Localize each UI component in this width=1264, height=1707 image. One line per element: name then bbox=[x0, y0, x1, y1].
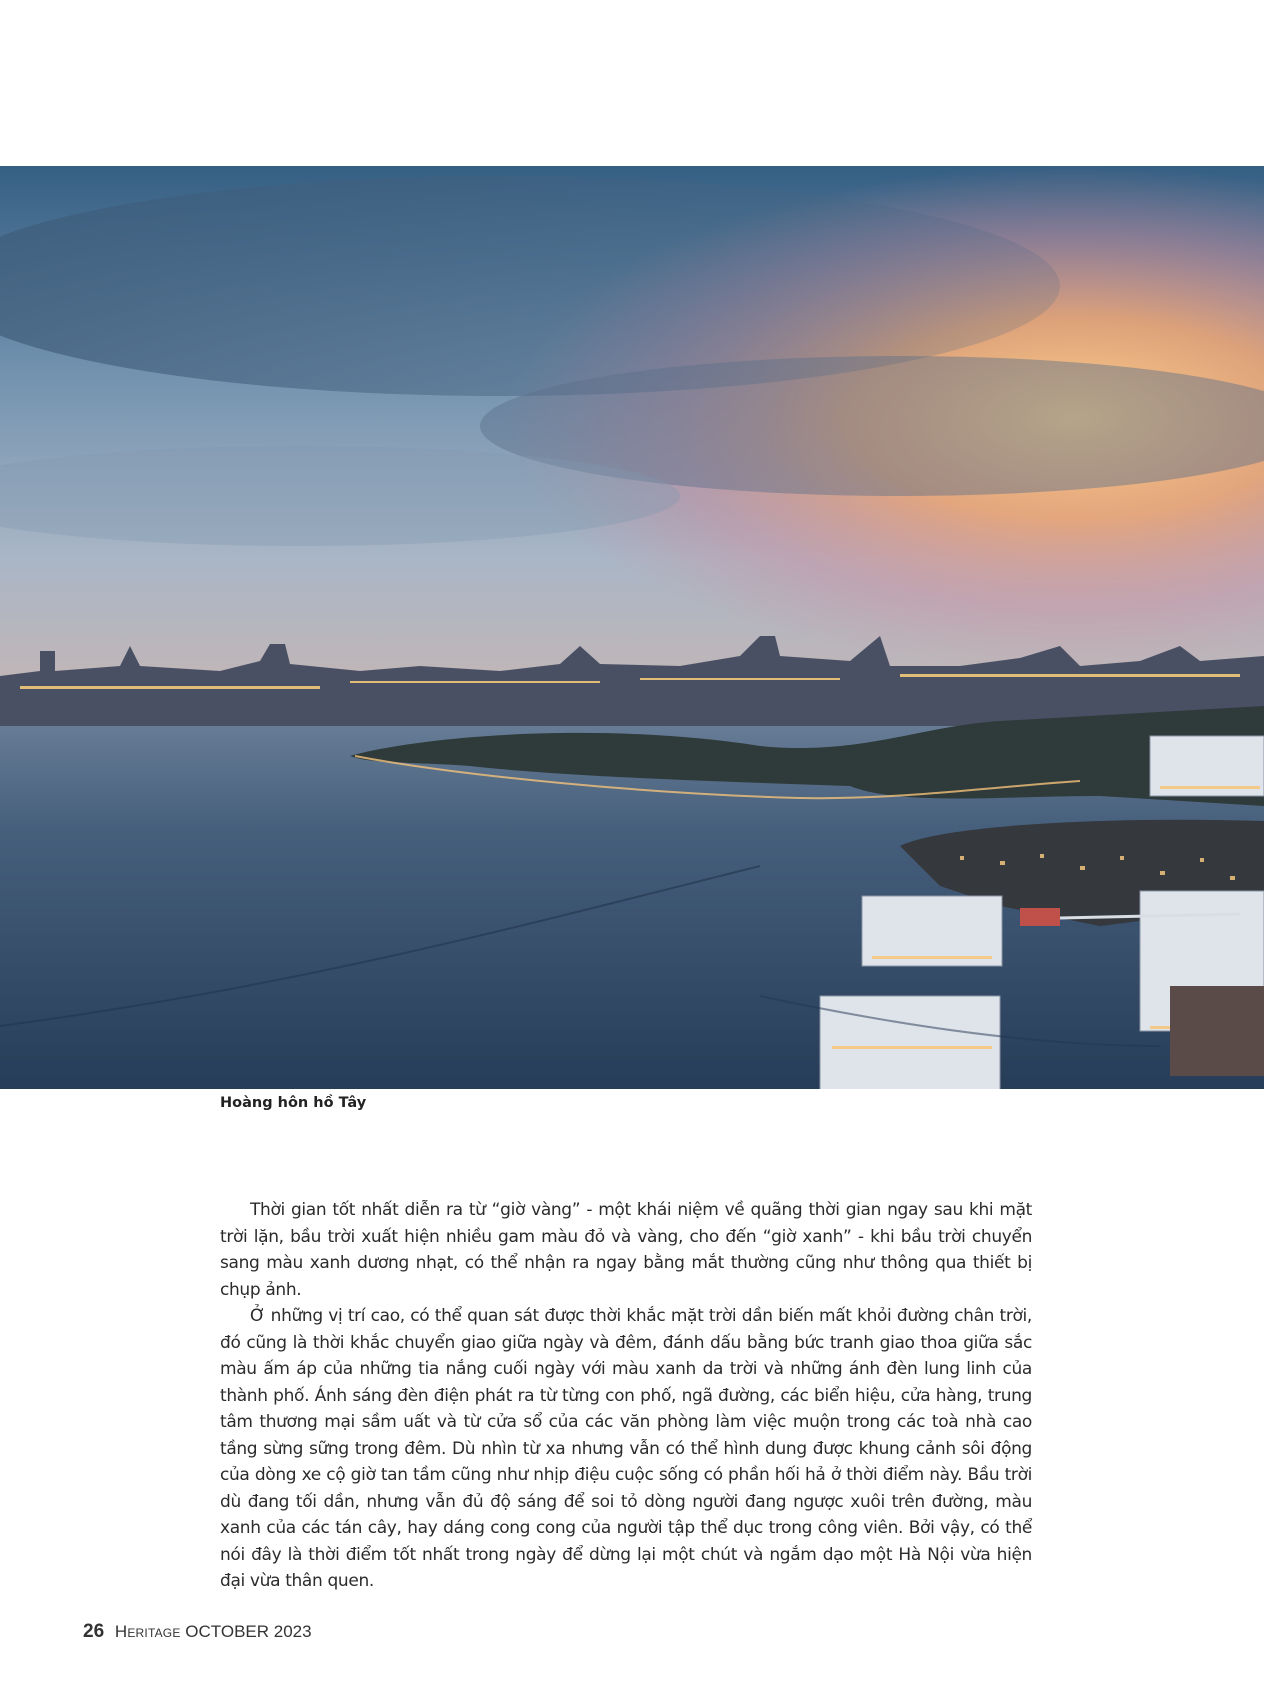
page-footer bbox=[83, 1621, 312, 1643]
issue-date: OCTOBER 2023 bbox=[185, 1622, 312, 1641]
photo-illustration bbox=[0, 166, 1264, 1089]
west-lake-sunset-photo bbox=[0, 166, 1264, 1089]
magazine-name: Heritage bbox=[114, 1622, 181, 1641]
article-body bbox=[220, 1197, 1032, 1595]
article-paragraph: Ở những vị trí cao, có thể quan sát được thời khắc mặt trời dần biến mất khỏi đường chân trời, đó cũng là thời khắc chuyển giao giữa ngày và đêm, đánh dấu bằng bức tranh giao thoa giữa sắc màu ấm áp của những tia nắng cuối ngày với màu xanh da trời và những ánh đèn lung linh của thành phố. Ánh sáng đèn điện phát ra từ từng con phố, ngã đường, các biển hiệu, cửa hàng, trung tâm thương mại sầm uất và từ cửa sổ của các văn phòng làm việc muộn trong các toà nhà cao tầng sừng sững trong đêm. Dù nhìn từ xa nhưng vẫn có thể hình dung được khung cảnh sôi động của dòng xe cộ giờ tan tầm cũng như nhịp điệu cuộc sống có phần hối hả ở thời điểm này. Bầu trời dù đang tối dần, nhưng vẫn đủ độ sáng để soi tỏ dòng người đang ngược xuôi trên đường, màu xanh của các tán cây, hay dáng cong cong của người tập thể dục trong công viên. Bởi vậy, có thể nói đây là thời điểm tốt nhất trong ngày để dừng lại một chút và ngắm dạo một Hà Nội vừa hiện đại vừa thân quen. bbox=[220, 1306, 1032, 1591]
page-number: 26 bbox=[83, 1621, 105, 1642]
article-paragraph: Thời gian tốt nhất diễn ra từ “giờ vàng” - một khái niệm về quãng thời gian ngay sau khi mặt trời lặn, bầu trời xuất hiện nhiều gam màu đỏ và vàng, cho đến “giờ xanh” - khi bầu trời chuyển sang màu xanh dương nhạt, có thể nhận ra ngay bằng mắt thường cũng như thông qua thiết bị chụp ảnh. bbox=[220, 1200, 1032, 1300]
photo-caption: Hoàng hôn hồ Tây bbox=[220, 1095, 367, 1111]
